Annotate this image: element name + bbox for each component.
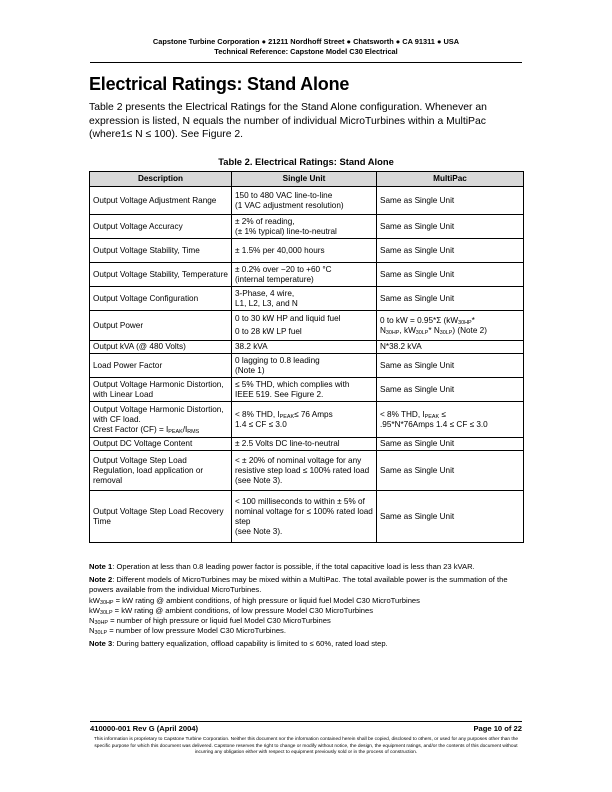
table-row xyxy=(90,215,524,239)
table-row xyxy=(90,491,524,543)
row-description: Output Voltage Stability, Temperature xyxy=(90,263,232,287)
intro-paragraph: Table 2 presents the Electrical Ratings for the Stand Alone configuration. Whenever an expression is listed, N equals the number of individual MicroTurbines within a MultiPac (where1≤ N ≤ 100). See Figure 2. xyxy=(89,102,487,141)
header-description: Description xyxy=(90,172,232,187)
row-description: Output Voltage Stability, Time xyxy=(90,239,232,263)
header-rule xyxy=(90,62,522,63)
proprietary-disclaimer: This information is proprietary to Capstone Turbine Corporation. Neither this document nor the information contained herein shall be copied, disclosed to others, or used for any purposes other than the specific purpose for which this document was delivered. Capstone reserves the right to change or modify without notice, the design, the equipment ratings, and/or the contents of this document without incurring any obligation either with respect to equipment previously sold or in the process of construction. xyxy=(93,737,519,756)
row-description: Output Power xyxy=(90,311,232,341)
row-description: Output Voltage Adjustment Range xyxy=(90,187,232,215)
row-single-unit: < 100 milliseconds to within ± 5% of nominal voltage for ≤ 100% rated load step (see Note 3). xyxy=(232,491,377,543)
row-multipac: Same as Single Unit xyxy=(377,187,524,215)
table-row xyxy=(90,263,524,287)
footer-rule xyxy=(90,721,522,722)
definition-n30lp: $N_{30LP}$ = number of low pressure Model C30 MicroTurbines. xyxy=(89,626,286,637)
row-single-unit: ± 2% of reading, (± 1% typical) line-to-neutral xyxy=(232,215,377,239)
row-description: Output Voltage Configuration xyxy=(90,287,232,311)
row-description: Output Voltage Harmonic Distortion, with CF load. Crest Factor $(CF) = I_{PEAK}/I_{RMS}$ xyxy=(90,402,232,438)
row-multipac: Same as Single Unit xyxy=(377,491,524,543)
row-single-unit: 0 to 30 kW HP and liquid fuel 0 to 28 kW LP fuel xyxy=(232,311,377,341)
row-multipac: Same as Single Unit xyxy=(377,263,524,287)
row-single-unit: 3-Phase, 4 wire, L1, L2, L3, and N xyxy=(232,287,377,311)
note-3: Note 3: During battery equalization, offload capability is limited to ≤ 60%, rated load step. xyxy=(89,639,388,649)
table-header-row xyxy=(90,172,524,187)
table-notes xyxy=(89,562,529,653)
header-single-unit: Single Unit xyxy=(232,172,377,187)
electrical-ratings-table xyxy=(89,171,524,543)
row-multipac: Same as Single Unit xyxy=(377,354,524,378)
table-row xyxy=(90,287,524,311)
table-row xyxy=(90,187,524,215)
row-multipac: Same as Single Unit xyxy=(377,239,524,263)
table-row xyxy=(90,451,524,491)
row-single-unit: ≤ 5% THD, which complies with IEEE 519. See Figure 2. xyxy=(232,378,377,402)
row-single-unit: ± 2.5 Volts DC line-to-neutral xyxy=(232,438,377,451)
table-row xyxy=(90,354,524,378)
row-multipac: 0 to kW = 0.95*Σ ($kW_{30HP}*$ $N_{30HP}$, $kW_{30LP}*$ $N_{30LP}$) (Note 2) xyxy=(377,311,524,341)
row-description: Output Voltage Harmonic Distortion, with Linear Load xyxy=(90,378,232,402)
definition-n30hp: $N_{30HP}$ = number of high pressure or liquid fuel Model C30 MicroTurbines xyxy=(89,616,331,627)
table-row xyxy=(90,239,524,263)
note-1: Note 1: Operation at less than 0.8 leading power factor is possible, if the total capacitive load is less than 23 kVAR. xyxy=(89,562,475,571)
row-description: Output kVA (@ 480 Volts) xyxy=(90,341,232,354)
section-title: Electrical Ratings: Stand Alone xyxy=(89,74,350,94)
row-description: Output DC Voltage Content xyxy=(90,438,232,451)
row-single-unit: 150 to 480 VAC line-to-line (1 VAC adjustment resolution) xyxy=(232,187,377,215)
row-single-unit: < 8% THD, $I_{PEAK}\le 76$ Amps 1.4 ≤ CF ≤ 3.0 xyxy=(232,402,377,438)
header-multipac: MultiPac xyxy=(377,172,524,187)
row-multipac: Same as Single Unit xyxy=(377,378,524,402)
document-number: 410000-001 Rev G (April 2004) xyxy=(90,724,199,733)
table-row xyxy=(90,438,524,451)
page-number: Page 10 of 22 xyxy=(473,724,522,733)
technical-reference: Technical Reference: Capstone Model C30 Electrical xyxy=(214,47,398,56)
row-description: Output Voltage Step Load Recovery Time xyxy=(90,491,232,543)
table-caption: Table 2. Electrical Ratings: Stand Alone xyxy=(218,156,394,167)
table-row xyxy=(90,402,524,438)
row-multipac: Same as Single Unit xyxy=(377,215,524,239)
table-row xyxy=(90,311,524,341)
row-single-unit: ± 1.5% per 40,000 hours xyxy=(232,239,377,263)
page-header xyxy=(0,37,612,57)
definition-kw30hp: $kW_{30HP}$ = kW rating @ ambient conditions, of high pressure or liquid fuel Model C30 MicroTurbines xyxy=(89,595,420,606)
row-multipac: N*38.2 kVA xyxy=(377,341,524,354)
note-2: Note 2: Different models of MicroTurbines may be mixed within a MultiPac. The total available power is the summation of the powers available from the individual MicroTurbines. xyxy=(89,575,508,595)
table-row xyxy=(90,341,524,354)
row-single-unit: 38.2 kVA xyxy=(232,341,377,354)
row-multipac: Same as Single Unit xyxy=(377,438,524,451)
row-single-unit: ± 0.2% over −20 to +60 °C (internal temperature) xyxy=(232,263,377,287)
row-multipac: Same as Single Unit xyxy=(377,451,524,491)
company-address: Capstone Turbine Corporation ● 21211 Nordhoff Street ● Chatsworth ● CA 91311 ● USA xyxy=(152,37,460,46)
row-single-unit: < ± 20% of nominal voltage for any resistive step load ≤ 100% rated load (see Note 3). xyxy=(232,451,377,491)
definition-kw30lp: $kW_{30LP}$ = kW rating @ ambient conditions, of low pressure Model C30 MicroTurbines xyxy=(89,605,374,616)
row-description: Output Voltage Step Load Regulation, load application or removal xyxy=(90,451,232,491)
row-description: Output Voltage Accuracy xyxy=(90,215,232,239)
table-row xyxy=(90,378,524,402)
row-single-unit: 0 lagging to 0.8 leading (Note 1) xyxy=(232,354,377,378)
row-description: Load Power Factor xyxy=(90,354,232,378)
row-multipac: Same as Single Unit xyxy=(377,287,524,311)
row-multipac: < 8% THD, $I_{PEAK}$ ≤ .95*N*76Amps 1.4 ≤ CF ≤ 3.0 xyxy=(377,402,524,438)
